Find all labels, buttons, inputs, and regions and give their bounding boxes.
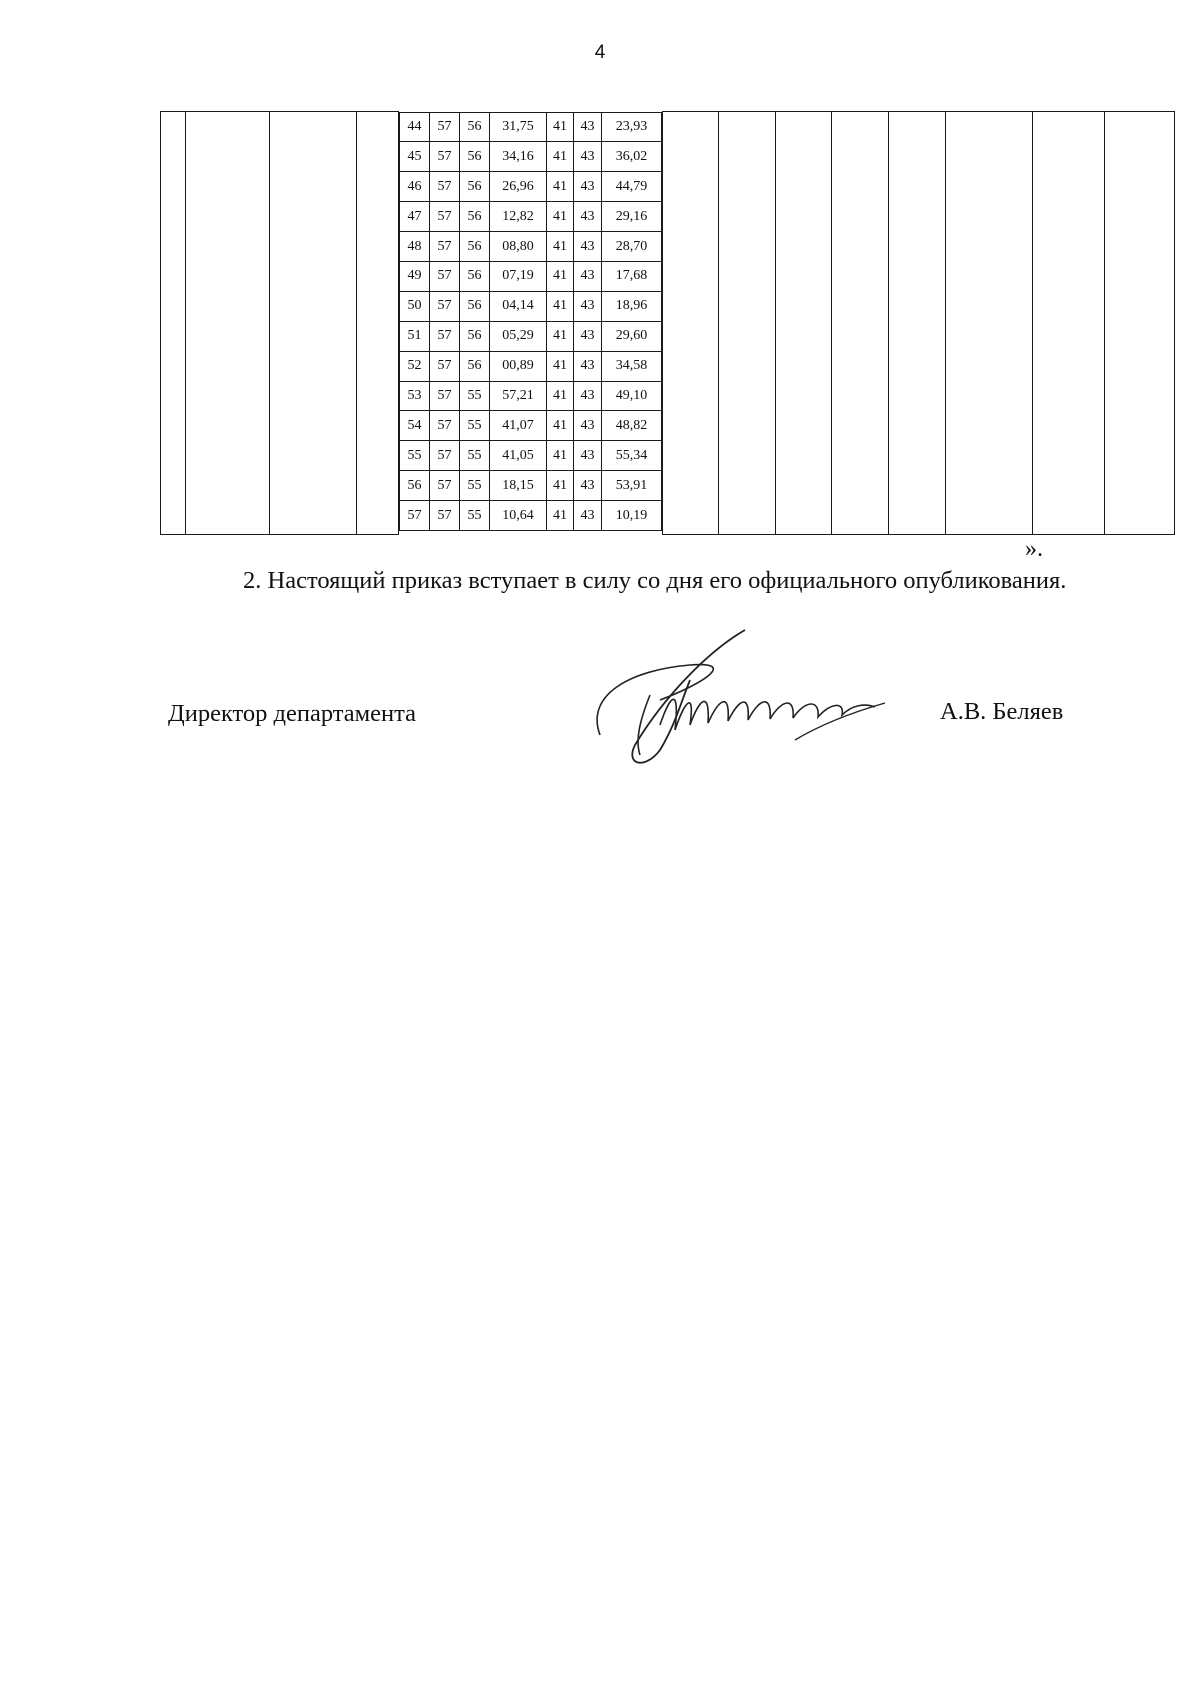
- table-cell-empty: [776, 112, 832, 535]
- coordinate-cell: 48: [400, 232, 430, 262]
- coordinate-cell: 34,58: [602, 351, 662, 381]
- coordinate-cell: 53: [400, 381, 430, 411]
- coordinate-cell: 41: [547, 232, 574, 262]
- coordinate-cell: 41: [547, 321, 574, 351]
- coordinate-cell: 43: [574, 202, 602, 232]
- coordinate-row: [400, 381, 662, 411]
- coordinate-row: [400, 441, 662, 471]
- coordinate-cell: 49,10: [602, 381, 662, 411]
- coordinate-cell: 56: [460, 351, 490, 381]
- coordinate-cell: 57: [400, 501, 430, 531]
- table-cell-empty: [946, 112, 1033, 535]
- coordinate-row: [400, 112, 662, 142]
- coordinate-row: [400, 471, 662, 501]
- coordinate-row: [400, 261, 662, 291]
- table-cell-empty: [663, 112, 719, 535]
- coordinate-cell: 41: [547, 112, 574, 142]
- coordinate-cell: 57: [430, 202, 460, 232]
- table-cell-empty: [357, 112, 399, 535]
- coordinate-cell: 23,93: [602, 112, 662, 142]
- coordinate-cell: 41: [547, 441, 574, 471]
- coordinate-cell: 56: [460, 321, 490, 351]
- coordinate-row: [400, 321, 662, 351]
- coordinate-cell: 57: [430, 441, 460, 471]
- coordinate-cell: 57: [430, 261, 460, 291]
- coordinate-cell: 36,02: [602, 142, 662, 172]
- coordinate-cell: 56: [400, 471, 430, 501]
- coordinate-cell: 41: [547, 351, 574, 381]
- coordinate-cell: 43: [574, 172, 602, 202]
- coordinate-cell: 50: [400, 291, 430, 321]
- coordinate-cell: 41: [547, 501, 574, 531]
- table-row: [161, 112, 1175, 535]
- coordinate-cell: 08,80: [490, 232, 547, 262]
- handwritten-signature: [590, 625, 910, 775]
- coordinate-cell: 43: [574, 142, 602, 172]
- effective-date-paragraph: 2. Настоящий приказ вступает в силу со дня его официального опубликования.: [243, 567, 1067, 594]
- coordinate-cell: 47: [400, 202, 430, 232]
- coordinate-cell: 56: [460, 202, 490, 232]
- coordinate-cell: 57: [430, 321, 460, 351]
- coordinate-cell: 57: [430, 411, 460, 441]
- coordinate-cell: 26,96: [490, 172, 547, 202]
- coordinate-cell: 43: [574, 321, 602, 351]
- coordinate-cell: 31,75: [490, 112, 547, 142]
- coordinates-cell: [399, 112, 663, 535]
- coordinate-cell: 57: [430, 381, 460, 411]
- coordinate-cell: 41: [547, 172, 574, 202]
- coordinate-cell: 43: [574, 381, 602, 411]
- coordinate-cell: 43: [574, 261, 602, 291]
- coordinate-cell: 57: [430, 501, 460, 531]
- coordinate-cell: 55: [460, 411, 490, 441]
- coordinate-cell: 55: [460, 441, 490, 471]
- coordinate-row: [400, 501, 662, 531]
- table-cell-empty: [719, 112, 776, 535]
- coordinate-cell: 43: [574, 471, 602, 501]
- coordinate-cell: 05,29: [490, 321, 547, 351]
- coordinate-cell: 45: [400, 142, 430, 172]
- coordinate-cell: 56: [460, 232, 490, 262]
- coordinate-cell: 51: [400, 321, 430, 351]
- coordinate-row: [400, 172, 662, 202]
- coordinates-table: [399, 112, 662, 531]
- signatory-title: Директор департамента: [168, 700, 417, 727]
- coordinate-cell: 53,91: [602, 471, 662, 501]
- coordinate-cell: 43: [574, 441, 602, 471]
- coordinate-cell: 56: [460, 112, 490, 142]
- page-number: 4: [594, 42, 606, 63]
- coordinate-cell: 56: [460, 291, 490, 321]
- coordinate-cell: 57: [430, 172, 460, 202]
- coordinate-cell: 41: [547, 261, 574, 291]
- coordinate-cell: 34,16: [490, 142, 547, 172]
- coordinate-cell: 48,82: [602, 411, 662, 441]
- coordinate-cell: 55: [400, 441, 430, 471]
- coordinate-cell: 07,19: [490, 261, 547, 291]
- table-cell-empty: [832, 112, 889, 535]
- coordinate-cell: 43: [574, 411, 602, 441]
- coordinate-cell: 41: [547, 411, 574, 441]
- coordinate-cell: 52: [400, 351, 430, 381]
- table-cell-empty: [161, 112, 186, 535]
- coordinate-cell: 57: [430, 232, 460, 262]
- coordinate-cell: 56: [460, 261, 490, 291]
- table-cell-empty: [186, 112, 270, 535]
- table-cell-empty: [889, 112, 946, 535]
- coordinate-cell: 54: [400, 411, 430, 441]
- coordinate-cell: 41,05: [490, 441, 547, 471]
- coordinate-row: [400, 291, 662, 321]
- coordinate-cell: 55: [460, 471, 490, 501]
- coordinate-cell: 57: [430, 291, 460, 321]
- coordinate-cell: 18,15: [490, 471, 547, 501]
- coordinate-cell: 41: [547, 381, 574, 411]
- coordinate-cell: 12,82: [490, 202, 547, 232]
- coordinate-cell: 10,19: [602, 501, 662, 531]
- coordinate-cell: 56: [460, 142, 490, 172]
- coordinate-cell: 44,79: [602, 172, 662, 202]
- coordinate-cell: 43: [574, 232, 602, 262]
- coordinate-cell: 17,68: [602, 261, 662, 291]
- coordinate-row: [400, 351, 662, 381]
- coordinate-cell: 04,14: [490, 291, 547, 321]
- coordinate-cell: 55: [460, 381, 490, 411]
- coordinate-cell: 10,64: [490, 501, 547, 531]
- coordinate-cell: 18,96: [602, 291, 662, 321]
- coordinate-cell: 41: [547, 202, 574, 232]
- coordinate-cell: 41: [547, 471, 574, 501]
- continuation-table: [160, 111, 1175, 535]
- coordinate-row: [400, 202, 662, 232]
- coordinate-cell: 49: [400, 261, 430, 291]
- coordinate-cell: 28,70: [602, 232, 662, 262]
- signatory-name: А.В. Беляев: [940, 698, 1064, 725]
- coordinate-cell: 43: [574, 291, 602, 321]
- coordinate-cell: 43: [574, 351, 602, 381]
- table-cell-empty: [270, 112, 357, 535]
- coordinate-row: [400, 411, 662, 441]
- coordinate-cell: 00,89: [490, 351, 547, 381]
- coordinate-cell: 56: [460, 172, 490, 202]
- coordinate-row: [400, 142, 662, 172]
- coordinate-cell: 57: [430, 471, 460, 501]
- coordinate-row: [400, 232, 662, 262]
- coordinate-cell: 41: [547, 142, 574, 172]
- table-cell-empty: [1033, 112, 1105, 535]
- table-cell-empty: [1105, 112, 1175, 535]
- closing-quote: ».: [1025, 536, 1043, 562]
- coordinate-cell: 41: [547, 291, 574, 321]
- coordinate-cell: 46: [400, 172, 430, 202]
- coordinate-cell: 43: [574, 112, 602, 142]
- coordinate-cell: 41,07: [490, 411, 547, 441]
- coordinate-cell: 57: [430, 142, 460, 172]
- coordinate-cell: 57: [430, 112, 460, 142]
- coordinate-cell: 55,34: [602, 441, 662, 471]
- coordinate-cell: 29,60: [602, 321, 662, 351]
- coordinate-cell: 44: [400, 112, 430, 142]
- coordinate-cell: 43: [574, 501, 602, 531]
- coordinate-cell: 57: [430, 351, 460, 381]
- coordinate-cell: 55: [460, 501, 490, 531]
- coordinate-cell: 29,16: [602, 202, 662, 232]
- coordinate-cell: 57,21: [490, 381, 547, 411]
